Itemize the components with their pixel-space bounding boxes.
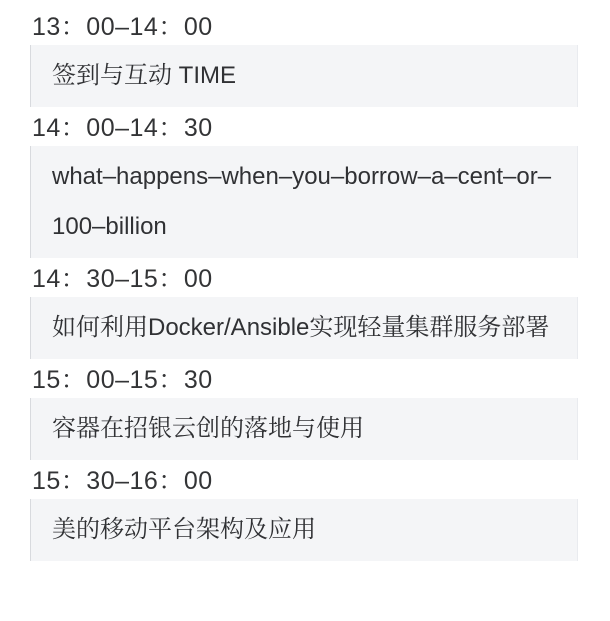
session-title: 如何利用Docker/Ansible实现轻量集群服务部署 (52, 314, 550, 341)
session-title-box (30, 398, 578, 460)
schedule-slot (30, 115, 578, 258)
session-time: 14：00–14：30 (32, 114, 213, 142)
session-title: 容器在招银云创的落地与使用 (52, 415, 364, 442)
session-time: 14：30–15：00 (32, 265, 213, 293)
session-time: 13：00–14：00 (32, 13, 213, 41)
session-title-box (30, 499, 578, 561)
schedule-slot (30, 468, 578, 561)
session-title: 美的移动平台架构及应用 (52, 516, 316, 543)
schedule-slot (30, 266, 578, 359)
session-title-box (30, 297, 578, 359)
session-title: 签到与互动 TIME (52, 62, 236, 89)
session-title-box (30, 146, 578, 258)
session-title: what–happens–when–you–borrow–a–cent–or–100–billion (52, 163, 552, 240)
schedule-list (30, 14, 578, 561)
schedule-slot (30, 14, 578, 107)
schedule-slot (30, 367, 578, 460)
session-time: 15：30–16：00 (32, 467, 213, 495)
session-time: 15：00–15：30 (32, 366, 213, 394)
session-title-box (30, 45, 578, 107)
